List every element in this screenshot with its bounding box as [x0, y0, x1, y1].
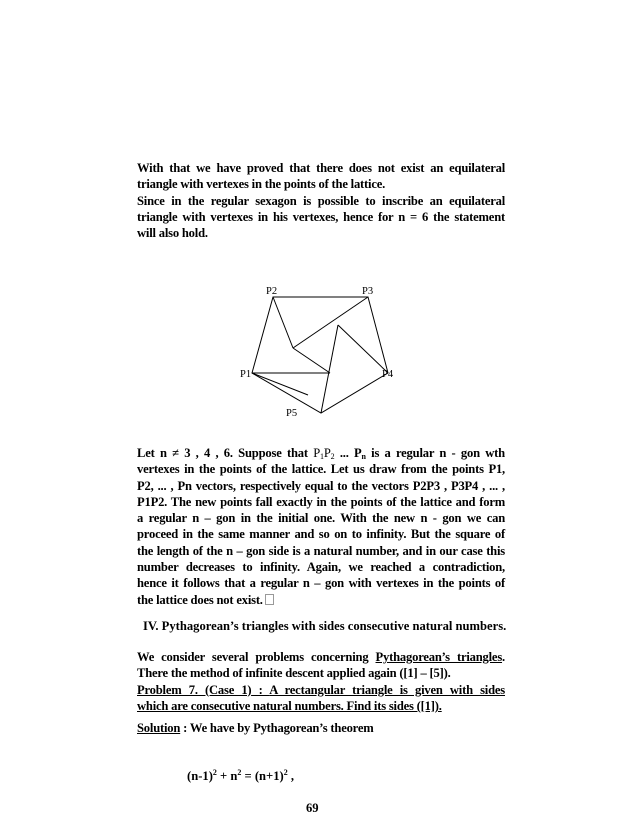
outer-pentagon: [252, 297, 388, 413]
inner-line: [338, 325, 388, 373]
text-line: proceed in the same manner and so on to infinity. But the square of: [137, 527, 505, 542]
text-line: triangle with vertexes in his vertexes, hence for n = 6 the statement: [137, 209, 505, 224]
inner-line: [293, 297, 368, 348]
text-line: triangle with vertexes in the points of the lattice.: [137, 177, 386, 192]
pentagon-figure: [230, 280, 420, 420]
text-line: With that we have proved that there does not exist an equilateral: [137, 161, 505, 175]
solution-label: Solution: [137, 721, 181, 736]
text-line: vertexes in the points of the lattice. Let us draw from the points P1,: [137, 462, 505, 477]
end-of-proof-icon: [265, 594, 274, 605]
label-p4: P4: [382, 369, 394, 380]
paragraph-n-gon-argument: [137, 445, 505, 608]
text-line: P2, ... , Pn vectors, respectively equal to the vectors P2P3 , P3P4 , ... ,: [137, 478, 505, 493]
text-line: Let n ≠ 3 , 4 , 6. Suppose that $P_1P_2$ ... $P_n$ is a regular n - gon wth: [137, 446, 505, 461]
label-p3: P3: [362, 286, 374, 297]
label-p1: P1: [240, 369, 252, 380]
text-line: There the method of infinite descent applied again ([1] – [5]).: [137, 666, 451, 681]
label-p5: P5: [286, 408, 298, 419]
section-heading: IV. Pythagorean’s triangles with sides consecutive natural numbers.: [143, 619, 507, 633]
inner-line: [252, 373, 308, 395]
text-line: We consider several problems concerning Pythagorean’s triangles.: [137, 650, 505, 664]
inner-line: [293, 348, 330, 373]
text-line: will also hold.: [137, 226, 208, 241]
text-line: the lattice does not exist.: [137, 592, 505, 608]
text-line: number decreases to infinity. Again, we reached a contradiction,: [137, 560, 505, 575]
text-line: the length of the n – gon side is a natural number, and in our case this: [137, 543, 505, 558]
paragraph-pythagorean-problems: [137, 649, 505, 736]
text-line: Since in the regular sexagon is possible to inscribe an equilateral: [137, 193, 505, 208]
problem-statement: Problem 7. (Case 1) : A rectangular triangle is given with sides: [137, 682, 506, 697]
text-line: Solution : We have by Pythagorean’s theorem: [137, 721, 374, 736]
paragraph-equilateral-conclusion: [137, 160, 505, 241]
label-p2: P2: [266, 286, 278, 297]
text-line: P1P2. The new points fall exactly in the points of the lattice and form: [137, 494, 505, 509]
pythagorean-formula: $(n-1)^2 + n^2 = (n+1)^2$ ,: [187, 768, 295, 783]
text-line: hence it follows that a regular n – gon with vertexes in the points of: [137, 576, 505, 591]
inner-line: [273, 297, 293, 348]
problem-statement: which are consecutive natural numbers. Find its sides ([1]).: [137, 698, 442, 713]
page-number: 69: [306, 801, 319, 815]
text-line: a regular n – gon in the initial one. With the new n - gon we can: [137, 511, 505, 526]
